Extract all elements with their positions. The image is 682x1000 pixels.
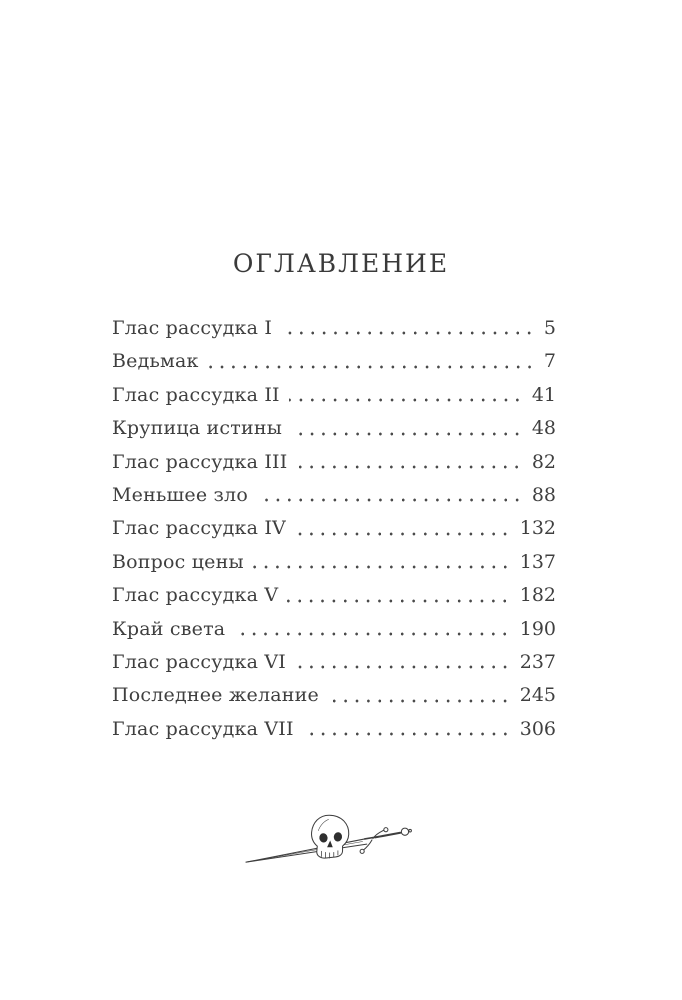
toc-row: [112, 446, 556, 479]
toc-row: [112, 679, 556, 712]
dot-leader: [303, 713, 512, 746]
toc-entry-page: 41: [531, 383, 556, 406]
toc-row: [112, 579, 556, 612]
toc-entry-label: Край света: [112, 617, 226, 640]
dot-leader: [295, 512, 512, 545]
toc-row: [112, 512, 556, 545]
dot-leader: [295, 646, 512, 679]
dot-leader: [281, 312, 536, 345]
dot-leader: [289, 379, 524, 412]
toc-entry-page: 306: [519, 717, 556, 740]
dot-leader: [291, 412, 524, 445]
toc-entry-label: Крупица истины: [112, 417, 283, 440]
toc-entry-page: 132: [519, 517, 556, 540]
toc-entry-page: 182: [519, 584, 556, 607]
skull-sword-icon: [243, 810, 439, 872]
toc-entry-label: Глас рассудка III: [112, 450, 288, 473]
toc-entry-page: 7: [543, 350, 556, 373]
toc-entry-page: 5: [543, 317, 556, 339]
dot-leader: [208, 345, 536, 378]
toc-entry-label: Глас рассудка V: [112, 584, 279, 607]
toc-entry-page: 237: [519, 651, 556, 674]
dot-leader: [296, 446, 523, 479]
toc-row: [112, 312, 556, 345]
toc-row: [112, 412, 556, 445]
toc-entry-label: Вопрос цены: [112, 550, 244, 573]
toc-entry-label: Глас рассудка IV: [112, 517, 286, 540]
toc-row: [112, 479, 556, 512]
toc-row: [112, 613, 556, 646]
toc-entry-page: 137: [519, 550, 556, 573]
dot-leader: [234, 613, 511, 646]
toc-entry-label: Последнее желание: [112, 684, 319, 707]
toc-entry-page: 245: [519, 684, 556, 707]
toc-row: [112, 379, 556, 412]
page-title: ОГЛАВЛЕНИЕ: [232, 249, 450, 278]
toc-row: [112, 546, 556, 579]
toc-list: [0, 312, 682, 746]
dot-leader: [257, 479, 524, 512]
toc-entry-page: 82: [531, 450, 556, 473]
toc-entry-label: Глас рассудка VI: [112, 651, 286, 674]
toc-entry-page: 88: [531, 484, 556, 507]
toc-row: [112, 345, 556, 378]
toc-row: [112, 713, 556, 746]
toc-entry-label: Ведьмак: [112, 350, 199, 373]
dot-leader: [328, 679, 512, 712]
toc-entry-page: 48: [531, 417, 556, 440]
toc-row: [112, 646, 556, 679]
toc-entry-label: Глас рассудка II: [112, 383, 280, 406]
toc-entry-label: Глас рассудка I: [112, 317, 273, 339]
toc-entry-label: Глас рассудка VII: [112, 717, 294, 740]
toc-entry-page: 190: [519, 617, 556, 640]
dot-leader: [253, 546, 512, 579]
ornament-container: [0, 810, 682, 872]
dot-leader: [287, 579, 511, 612]
toc-entry-label: Меньшее зло: [112, 484, 248, 507]
